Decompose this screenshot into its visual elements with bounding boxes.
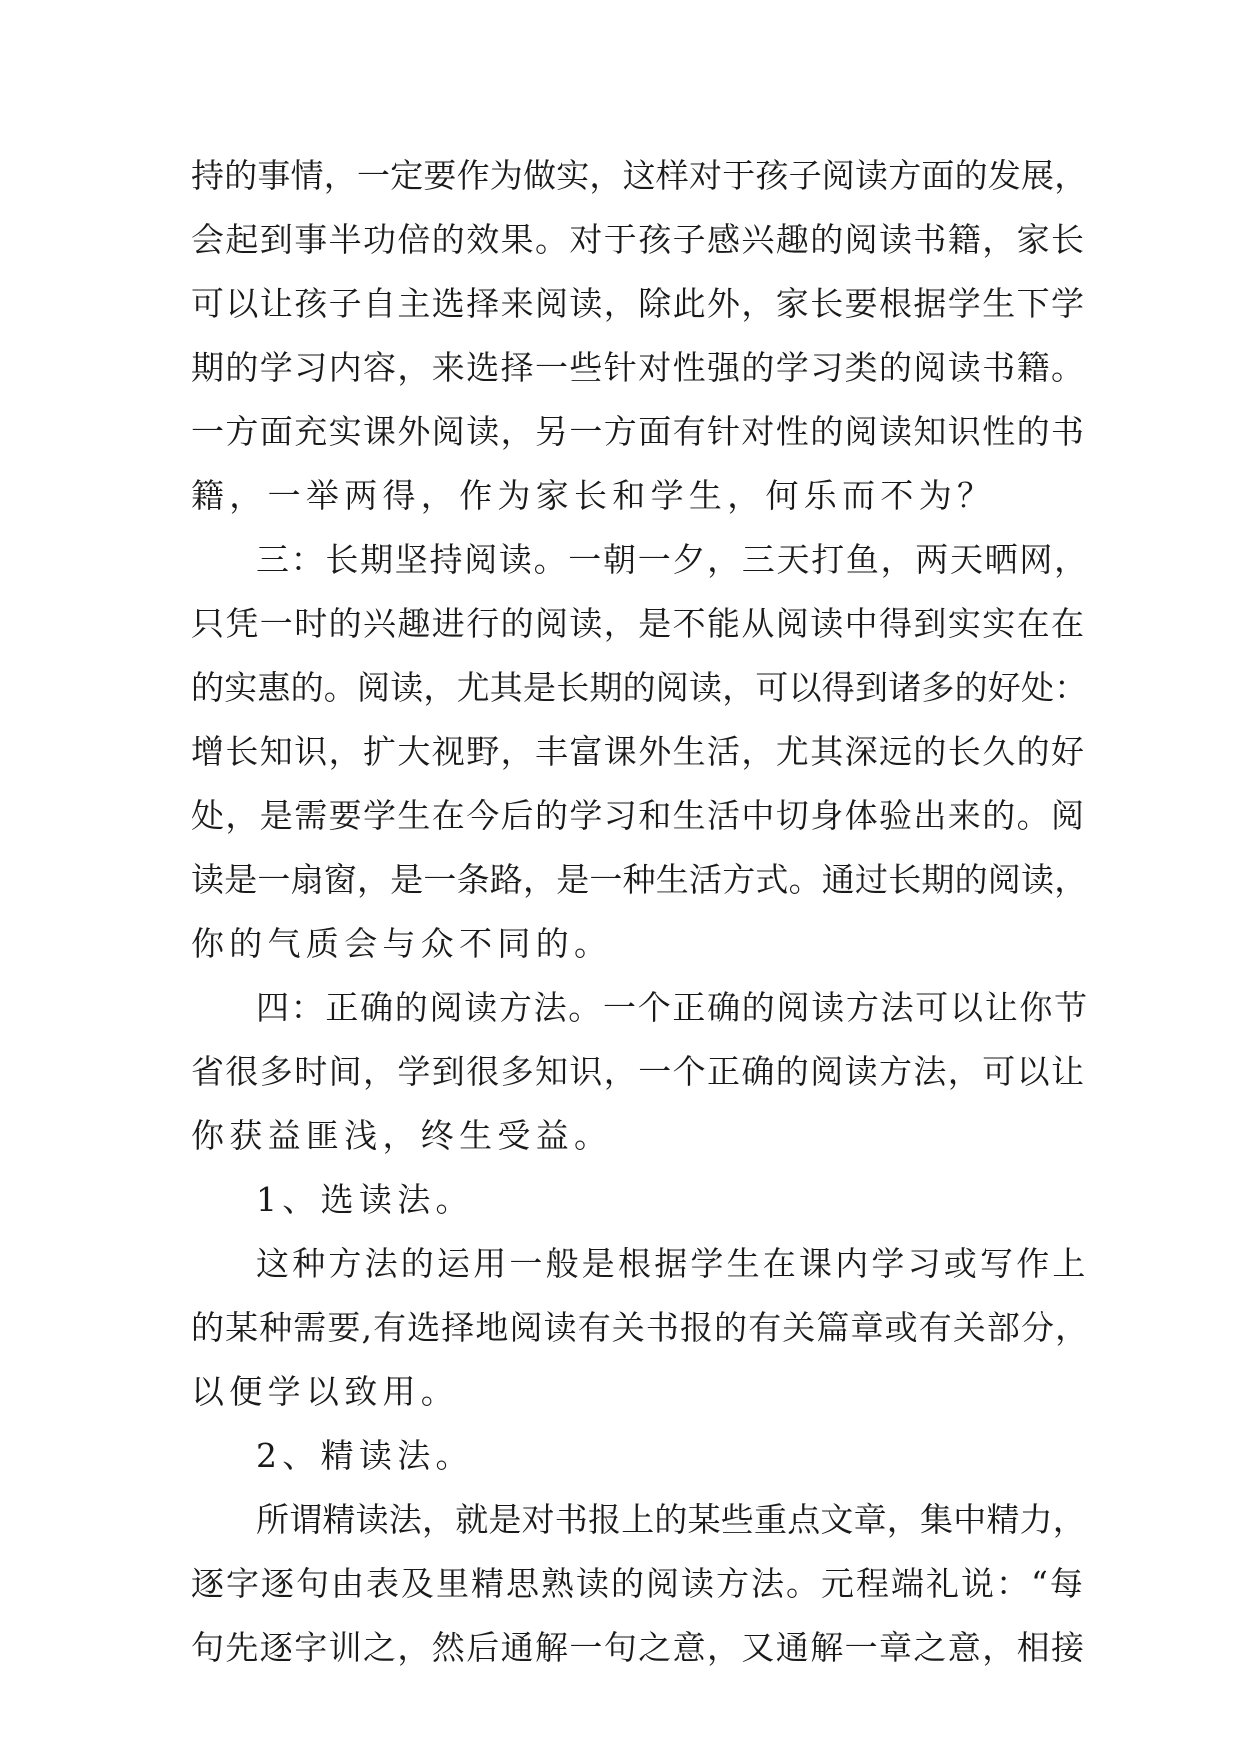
text-line-23: 逐字逐句由表及里精思熟读的阅读方法。元程端礼说：“每 [191, 1564, 1085, 1603]
text-line-7: 三：长期坚持阅读。一朝一夕，三天打鱼，两天晒网， [256, 540, 1089, 579]
text-line-22: 所谓精读法，就是对书报上的某些重点文章，集中精力， [256, 1500, 1086, 1539]
text-line-24: 句先逐字训之，然后通解一句之意，又通解一章之意，相接 [191, 1628, 1086, 1667]
text-line-1: 持的事情，一定要作为做实，这样对于孩子阅读方面的发展， [191, 156, 1088, 195]
text-line-2: 会起到事半功倍的效果。对于孩子感兴趣的阅读书籍，家长 [191, 220, 1086, 259]
text-line-8: 只凭一时的兴趣进行的阅读，是不能从阅读中得到实实在在 [191, 604, 1086, 643]
text-line-4: 期的学习内容，来选择一些针对性强的学习类的阅读书籍。 [191, 348, 1086, 387]
text-line-9: 的实惠的。阅读，尤其是长期的阅读，可以得到诸多的好处： [191, 668, 1088, 707]
text-line-21: 2、精读法。 [256, 1436, 474, 1475]
text-line-20: 以便学以致用。 [191, 1372, 460, 1411]
text-line-3: 可以让孩子自主选择来阅读，除此外，家长要根据学生下学 [191, 284, 1086, 323]
text-line-19: 的某种需要,有选择地阅读有关书报的有关篇章或有关部分， [191, 1308, 1090, 1347]
text-line-6: 籍，一举两得，作为家长和学生，何乐而不为？ [191, 476, 996, 515]
text-line-17: 1、选读法。 [256, 1180, 474, 1219]
text-line-13: 你的气质会与众不同的。 [191, 924, 613, 963]
text-line-12: 读是一扇窗，是一条路，是一种生活方式。通过长期的阅读， [191, 860, 1088, 899]
text-line-10: 增长知识，扩大视野，丰富课外生活，尤其深远的长久的好 [191, 732, 1086, 771]
text-line-11: 处，是需要学生在今后的学习和生活中切身体验出来的。阅 [191, 796, 1086, 835]
text-line-18: 这种方法的运用一般是根据学生在课内学习或写作上 [256, 1244, 1089, 1283]
text-line-16: 你获益匪浅，终生受益。 [191, 1116, 613, 1155]
text-line-14: 四：正确的阅读方法。一个正确的阅读方法可以让你节 [256, 988, 1089, 1027]
text-line-15: 省很多时间，学到很多知识，一个正确的阅读方法，可以让 [191, 1052, 1086, 1091]
text-line-5: 一方面充实课外阅读，另一方面有针对性的阅读知识性的书 [191, 412, 1086, 451]
